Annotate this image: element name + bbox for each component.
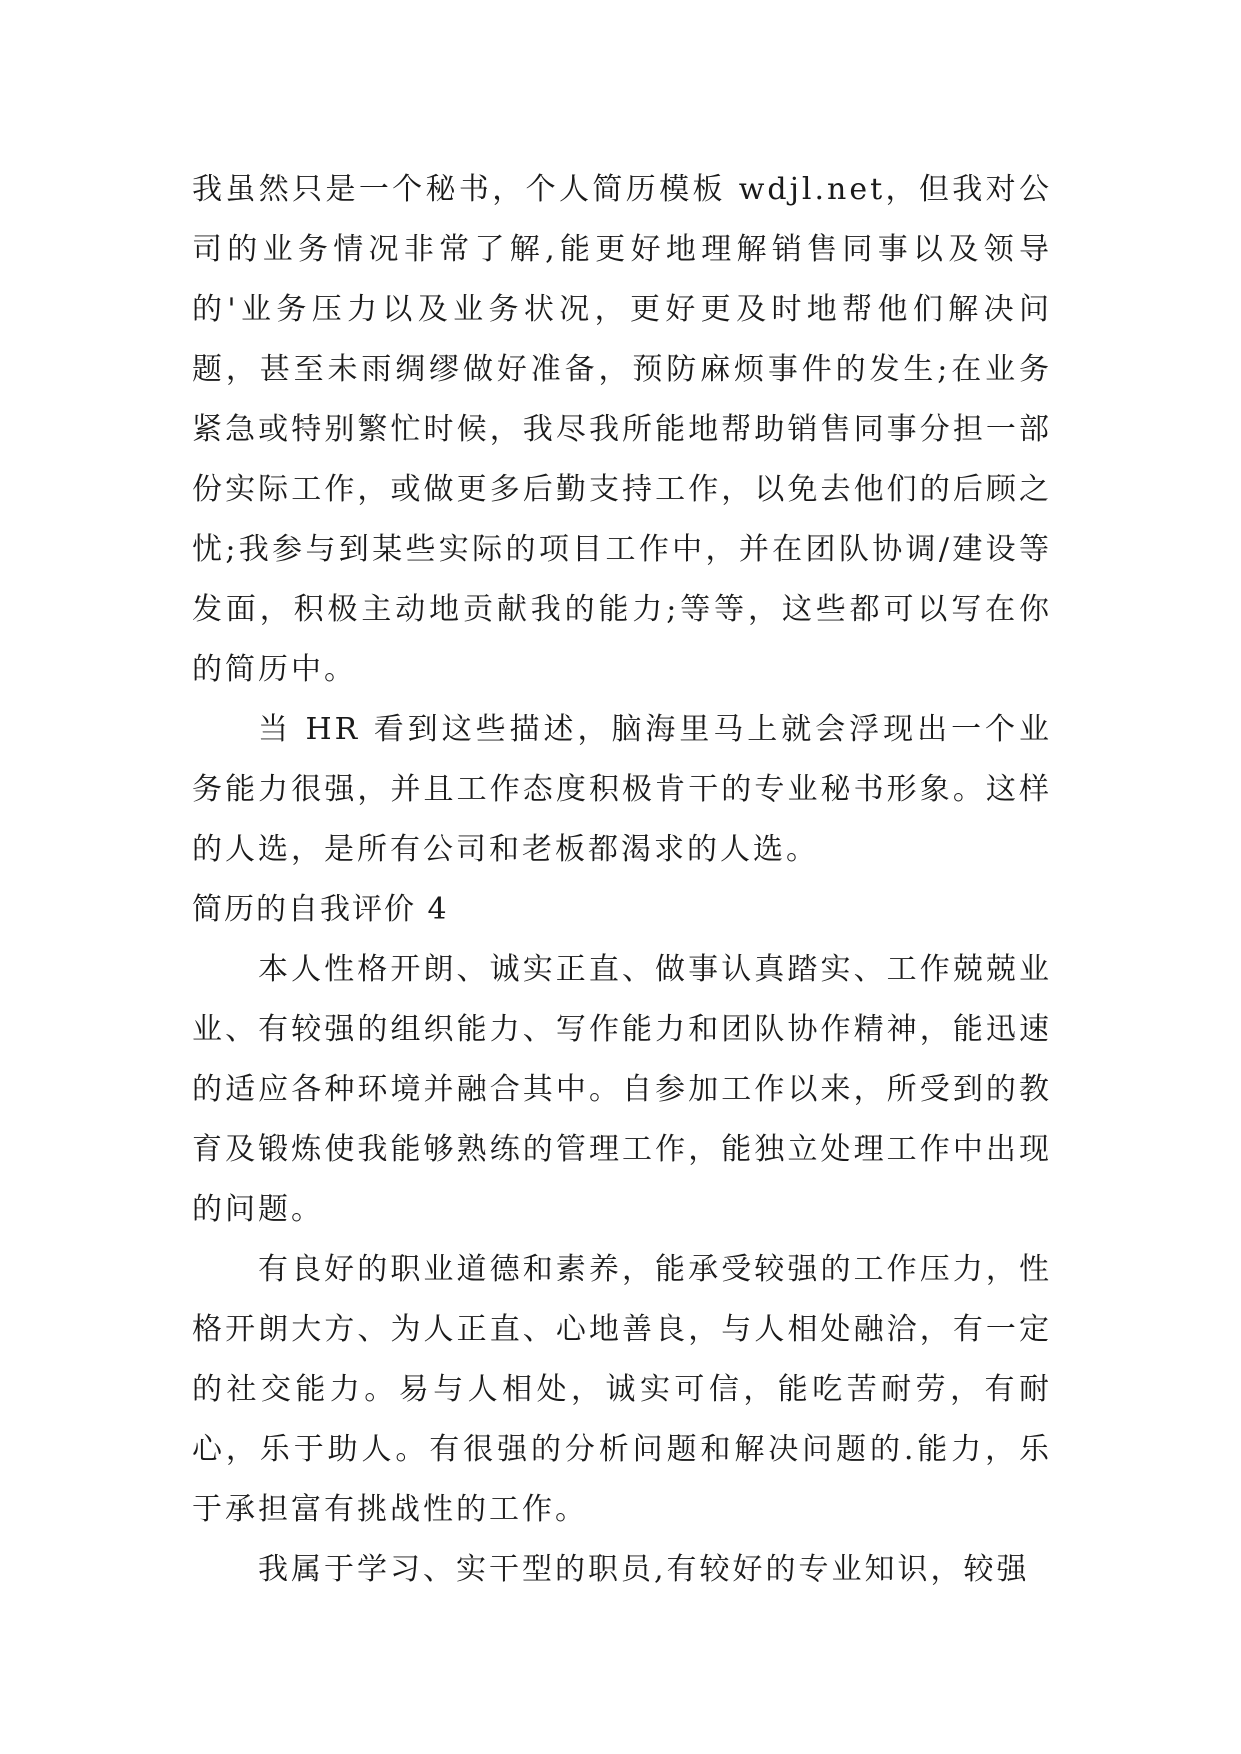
paragraph-learning-type: 我属于学习、实干型的职员,有较好的专业知识，较强 [258, 1552, 1030, 1587]
paragraph-hr-impression: 当 HR 看到这些描述，脑海里马上就会浮现出一个业务能力很强，并且工作态度积极肯干的专业秘书形象。这样的人选，是所有公司和老板都渴求的人选。 [192, 712, 1052, 867]
section-heading: 简历的自我评价 4 [192, 892, 449, 927]
document-body [192, 160, 1052, 1600]
paragraph-professional-ethics: 有良好的职业道德和素养，能承受较强的工作压力，性格开朗大方、为人正直、心地善良，与人相处融洽，有一定的社交能力。易与人相处，诚实可信，能吃苦耐劳，有耐心，乐于助人。有很强的分析问题和解决问题的.能力，乐于承担富有挑战性的工作。 [192, 1252, 1052, 1527]
paragraph-personality: 本人性格开朗、诚实正直、做事认真踏实、工作兢兢业业、有较强的组织能力、写作能力和团队协作精神，能迅速的适应各种环境并融合其中。自参加工作以来，所受到的教育及锻炼使我能够熟练的管理工作，能独立处理工作中出现的问题。 [192, 952, 1052, 1227]
paragraph-secretary-duties: 我虽然只是一个秘书，个人简历模板 wdjl.net，但我对公司的业务情况非常了解,能更好地理解销售同事以及领导的'业务压力以及业务状况，更好更及时地帮他们解决问题，甚至未雨绸缪做好准备，预防麻烦事件的发生;在业务紧急或特别繁忙时候，我尽我所能地帮助销售同事分担一部份实际工作，或做更多后勤支持工作，以免去他们的后顾之忧;我参与到某些实际的项目工作中，并在团队协调/建设等发面，积极主动地贡献我的能力;等等，这些都可以写在你的简历中。 [192, 172, 1052, 687]
